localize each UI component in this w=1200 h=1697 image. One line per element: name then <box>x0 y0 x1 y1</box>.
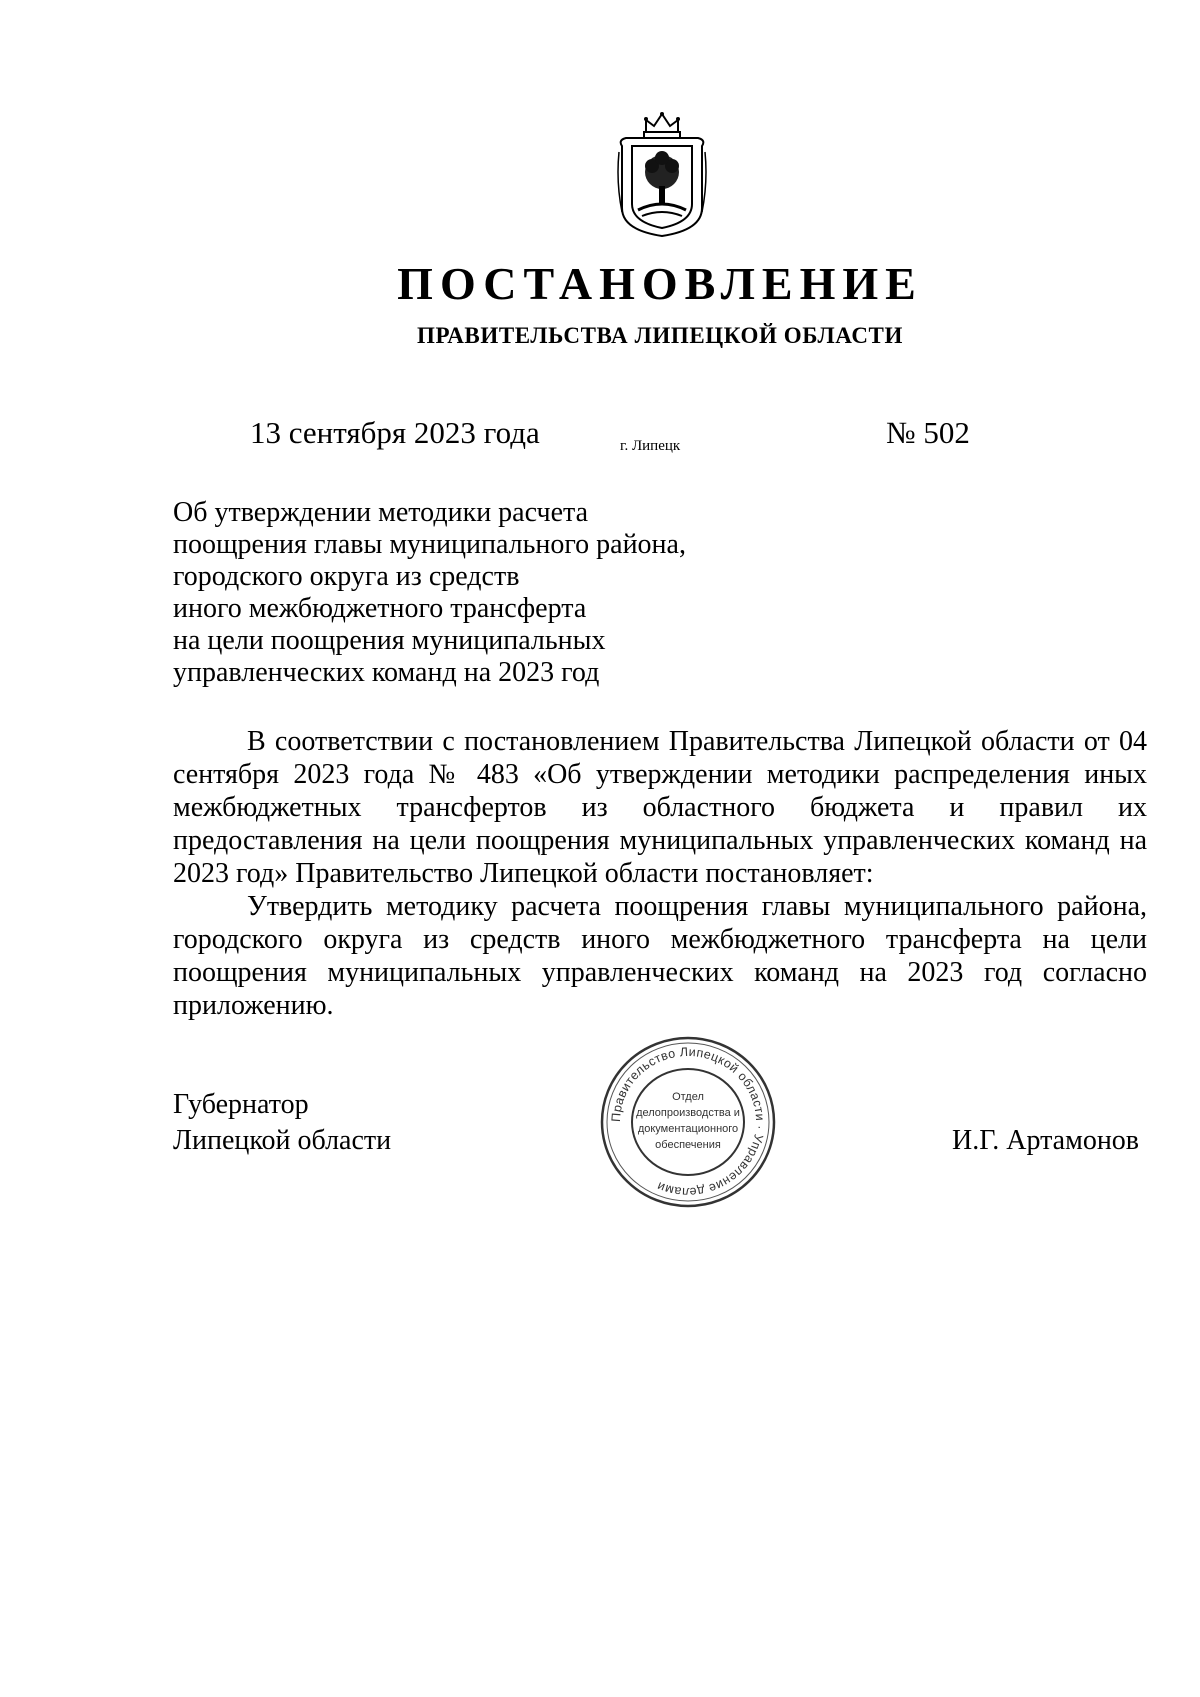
subject-line: иного межбюджетного трансферта <box>173 593 587 624</box>
official-stamp <box>598 1034 778 1210</box>
signatory-position-line: Липецкой области <box>173 1125 392 1156</box>
stamp-inner-line: Отдел <box>672 1091 704 1103</box>
signatory-position-line: Губернатор <box>173 1089 309 1120</box>
stamp-inner-line: делопроизводства и <box>636 1107 740 1119</box>
signatory-position <box>173 1087 391 1159</box>
document-date: 13 сентября 2023 года <box>250 415 540 450</box>
subject-line: Об утверждении методики расчета <box>173 497 588 528</box>
stamp-inner-line: документационного <box>637 1123 739 1135</box>
body-paragraph: В соответствии с постановлением Правительства Липецкой области от 04 сентября 2023 года № 483 «Об утверждении методики распределения иных межбюджетных трансфертов из областного бюджета и правил их предоставления на цели поощрения муниципальных управленческих команд на 2023 год» Правительство Липецкой области постановляет: <box>173 726 1147 889</box>
subject-line: на цели поощрения муниципальных <box>173 625 606 656</box>
coat-of-arms-icon <box>616 112 708 238</box>
document-issuer: ПРАВИТЕЛЬСТВА ЛИПЕЦКОЙ ОБЛАСТИ <box>417 323 903 348</box>
subject-line: поощрения главы муниципального района, <box>173 529 686 560</box>
body-paragraph: Утвердить методику расчета поощрения главы муниципального района, городского округа из средств иного межбюджетного трансферта на цели поощрения муниципальных управленческих команд на 2023 год согласно приложению. <box>173 891 1147 1021</box>
subject-line: управленческих команд на 2023 год <box>173 657 600 688</box>
document-number: № 502 <box>886 415 970 450</box>
document-title: ПОСТАНОВЛЕНИЕ <box>397 258 923 309</box>
document-subject <box>173 497 733 689</box>
subject-line: городского округа из средств <box>173 561 520 592</box>
stamp-inner-line: обеспечения <box>655 1139 721 1151</box>
signatory-name: И.Г. Артамонов <box>952 1125 1140 1156</box>
document-body <box>173 725 1147 1022</box>
stamp-outer-text: Правительство Липецкой области · Управление делами <box>608 1044 768 1200</box>
document-city: г. Липецк <box>620 438 681 454</box>
